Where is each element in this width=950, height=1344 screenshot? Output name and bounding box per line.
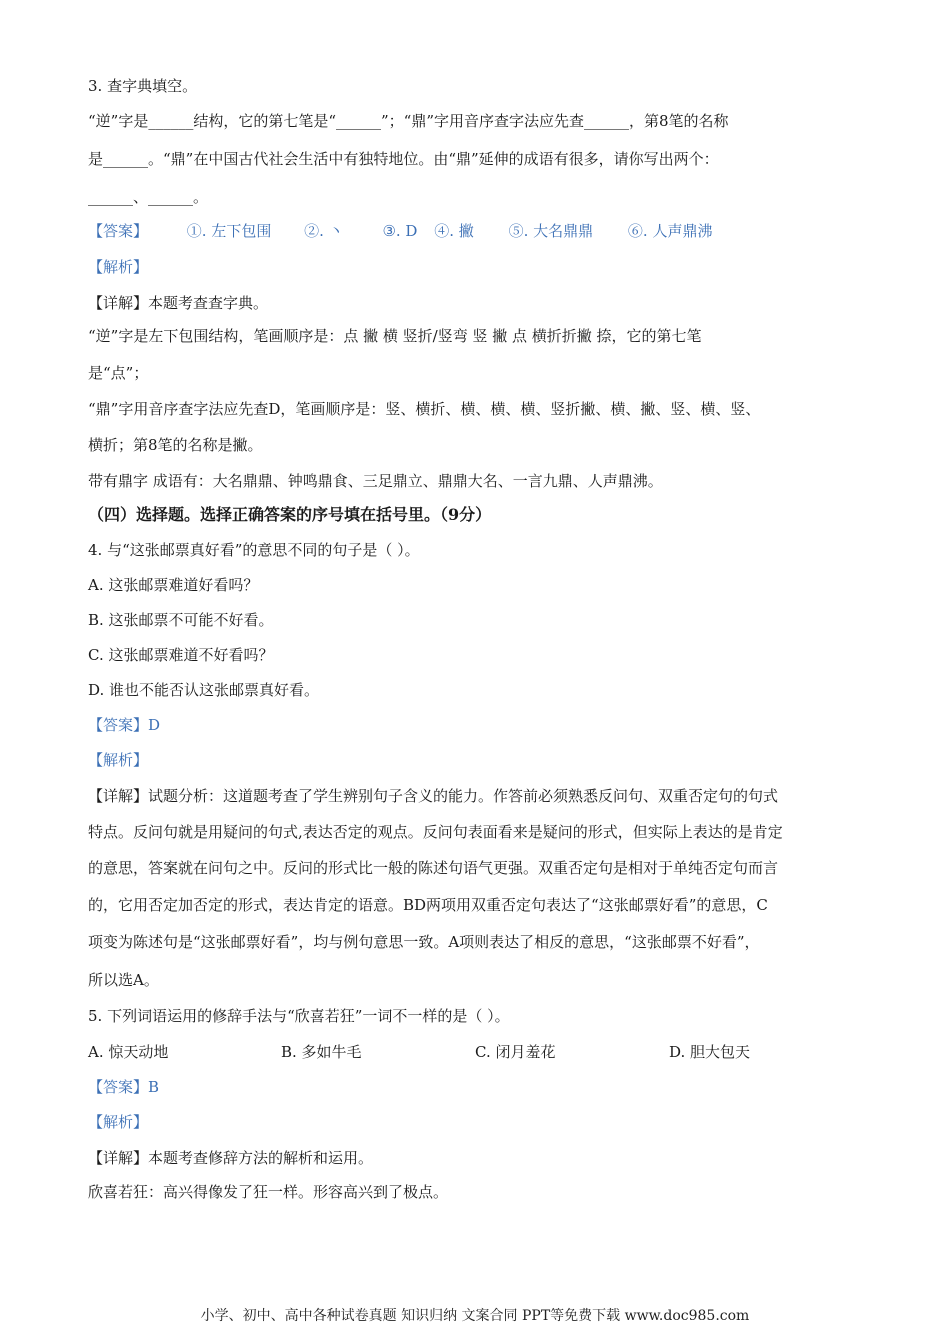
detail-text: 本题考查修辞方法的解析和运用。	[148, 1149, 374, 1167]
detail-text: 本题考查查字典。	[148, 294, 269, 312]
q4-explanation-line6: 所以选A。	[88, 971, 159, 989]
answer-item: ⑤. 大名鼎鼎	[508, 222, 594, 240]
q4-option-a: A. 这张邮票难道好看吗？	[88, 576, 259, 594]
q3-answer-row	[88, 221, 712, 241]
q4-detail-line1	[88, 786, 778, 806]
q4-option-d: D. 谁也不能否认这张邮票真好看。	[88, 681, 320, 699]
answer-item: ④. 撇	[434, 222, 474, 240]
q4-option-c: C. 这张邮票难道不好看吗？	[88, 646, 274, 664]
q4-answer	[88, 715, 160, 735]
q3-detail	[88, 293, 268, 313]
detail-label: 【详解】	[88, 294, 149, 312]
q3-text-line2: 是______。“鼎”在中国古代社会生活中有独特地位。由“鼎”延伸的成语有很多，请你写出两个：	[88, 150, 719, 168]
q3-text-line1: “逆”字是______结构，它的第七笔是“______”；“鼎”字用音序查字法应先查______，第8笔的名称	[88, 112, 729, 130]
answer-label: 【答案】	[88, 222, 149, 240]
answer-label: 【答案】	[88, 1078, 149, 1096]
detail-label: 【详解】	[88, 1149, 149, 1167]
q3-explanation-line2: 是“点”；	[88, 364, 149, 382]
answer-item: ②. 丶	[304, 222, 344, 240]
answer-value: D	[148, 716, 161, 734]
q4-analysis-label: 【解析】	[88, 751, 149, 769]
q3-explanation-line1: “逆”字是左下包围结构，笔画顺序是：点 撇 横 竖折/竖弯 竖 撇 点 横折折撇 捺，它的第七笔	[88, 327, 702, 345]
q4-explanation-line2: 特点。反问句就是用疑问的句式,表达否定的观点。反问句表面看来是疑问的形式，但实际上表达的是肯定	[88, 823, 783, 841]
detail-label: 【详解】	[88, 787, 149, 805]
q5-analysis-label: 【解析】	[88, 1113, 149, 1131]
answer-item: ①. 左下包围	[186, 222, 272, 240]
q5-explanation-line1: 欣喜若狂：高兴得像发了狂一样。形容高兴到了极点。	[88, 1183, 449, 1201]
q5-option-c: C. 闭月羞花	[475, 1043, 556, 1061]
answer-label: 【答案】	[88, 716, 149, 734]
q5-title: 5. 下列词语运用的修辞手法与“欣喜若狂”一词不一样的是（ ）。	[88, 1007, 510, 1025]
answer-item: ③. D	[382, 222, 418, 240]
page-footer: 小学、初中、高中各种试卷真题 知识归纳 文案合同 PPT等免费下载 www.doc985.com	[200, 1308, 750, 1324]
q3-title: 3. 查字典填空。	[88, 77, 198, 95]
q5-detail	[88, 1148, 373, 1168]
q5-option-a: A. 惊天动地	[88, 1043, 169, 1061]
q3-explanation-line5: 带有鼎字 成语有：大名鼎鼎、钟鸣鼎食、三足鼎立、鼎鼎大名、一言九鼎、人声鼎沸。	[88, 472, 663, 490]
q5-option-b: B. 多如牛毛	[281, 1043, 362, 1061]
q4-explanation-line3: 的意思，答案就在问句之中。反问的形式比一般的陈述句语气更强。双重否定句是相对于单纯否定句而言	[88, 859, 779, 877]
q4-explanation-line5: 项变为陈述句是“这张邮票好看”，均与例句意思一致。A项则表达了相反的意思，“这张邮票不好看”，	[88, 933, 760, 951]
q3-text-line3: ______、______。	[88, 188, 209, 206]
q3-analysis-label: 【解析】	[88, 258, 149, 276]
q3-explanation-line3: “鼎”字用音序查字法应先查D，笔画顺序是：竖、横折、横、横、横、竖折撇、横、撇、竖、横、竖、	[88, 400, 761, 418]
section-heading: （四）选择题。选择正确答案的序号填在括号里。（9分）	[88, 505, 492, 524]
q4-explanation-line4: 的，它用否定加否定的形式，表达肯定的语意。BD两项用双重否定句表达了“这张邮票好看”的意思，C	[88, 896, 768, 914]
q5-answer	[88, 1077, 159, 1097]
answer-item: ⑥. 人声鼎沸	[627, 222, 713, 240]
q4-option-b: B. 这张邮票不可能不好看。	[88, 611, 274, 629]
q4-title: 4. 与“这张邮票真好看”的意思不同的句子是（ ）。	[88, 541, 420, 559]
answer-value: B	[148, 1078, 160, 1096]
q5-option-d: D. 胆大包天	[669, 1043, 751, 1061]
q3-explanation-line4: 横折；第8笔的名称是撇。	[88, 436, 263, 454]
detail-text: 试题分析：这道题考查了学生辨别句子含义的能力。作答前必须熟悉反问句、双重否定句的句式	[148, 787, 779, 805]
